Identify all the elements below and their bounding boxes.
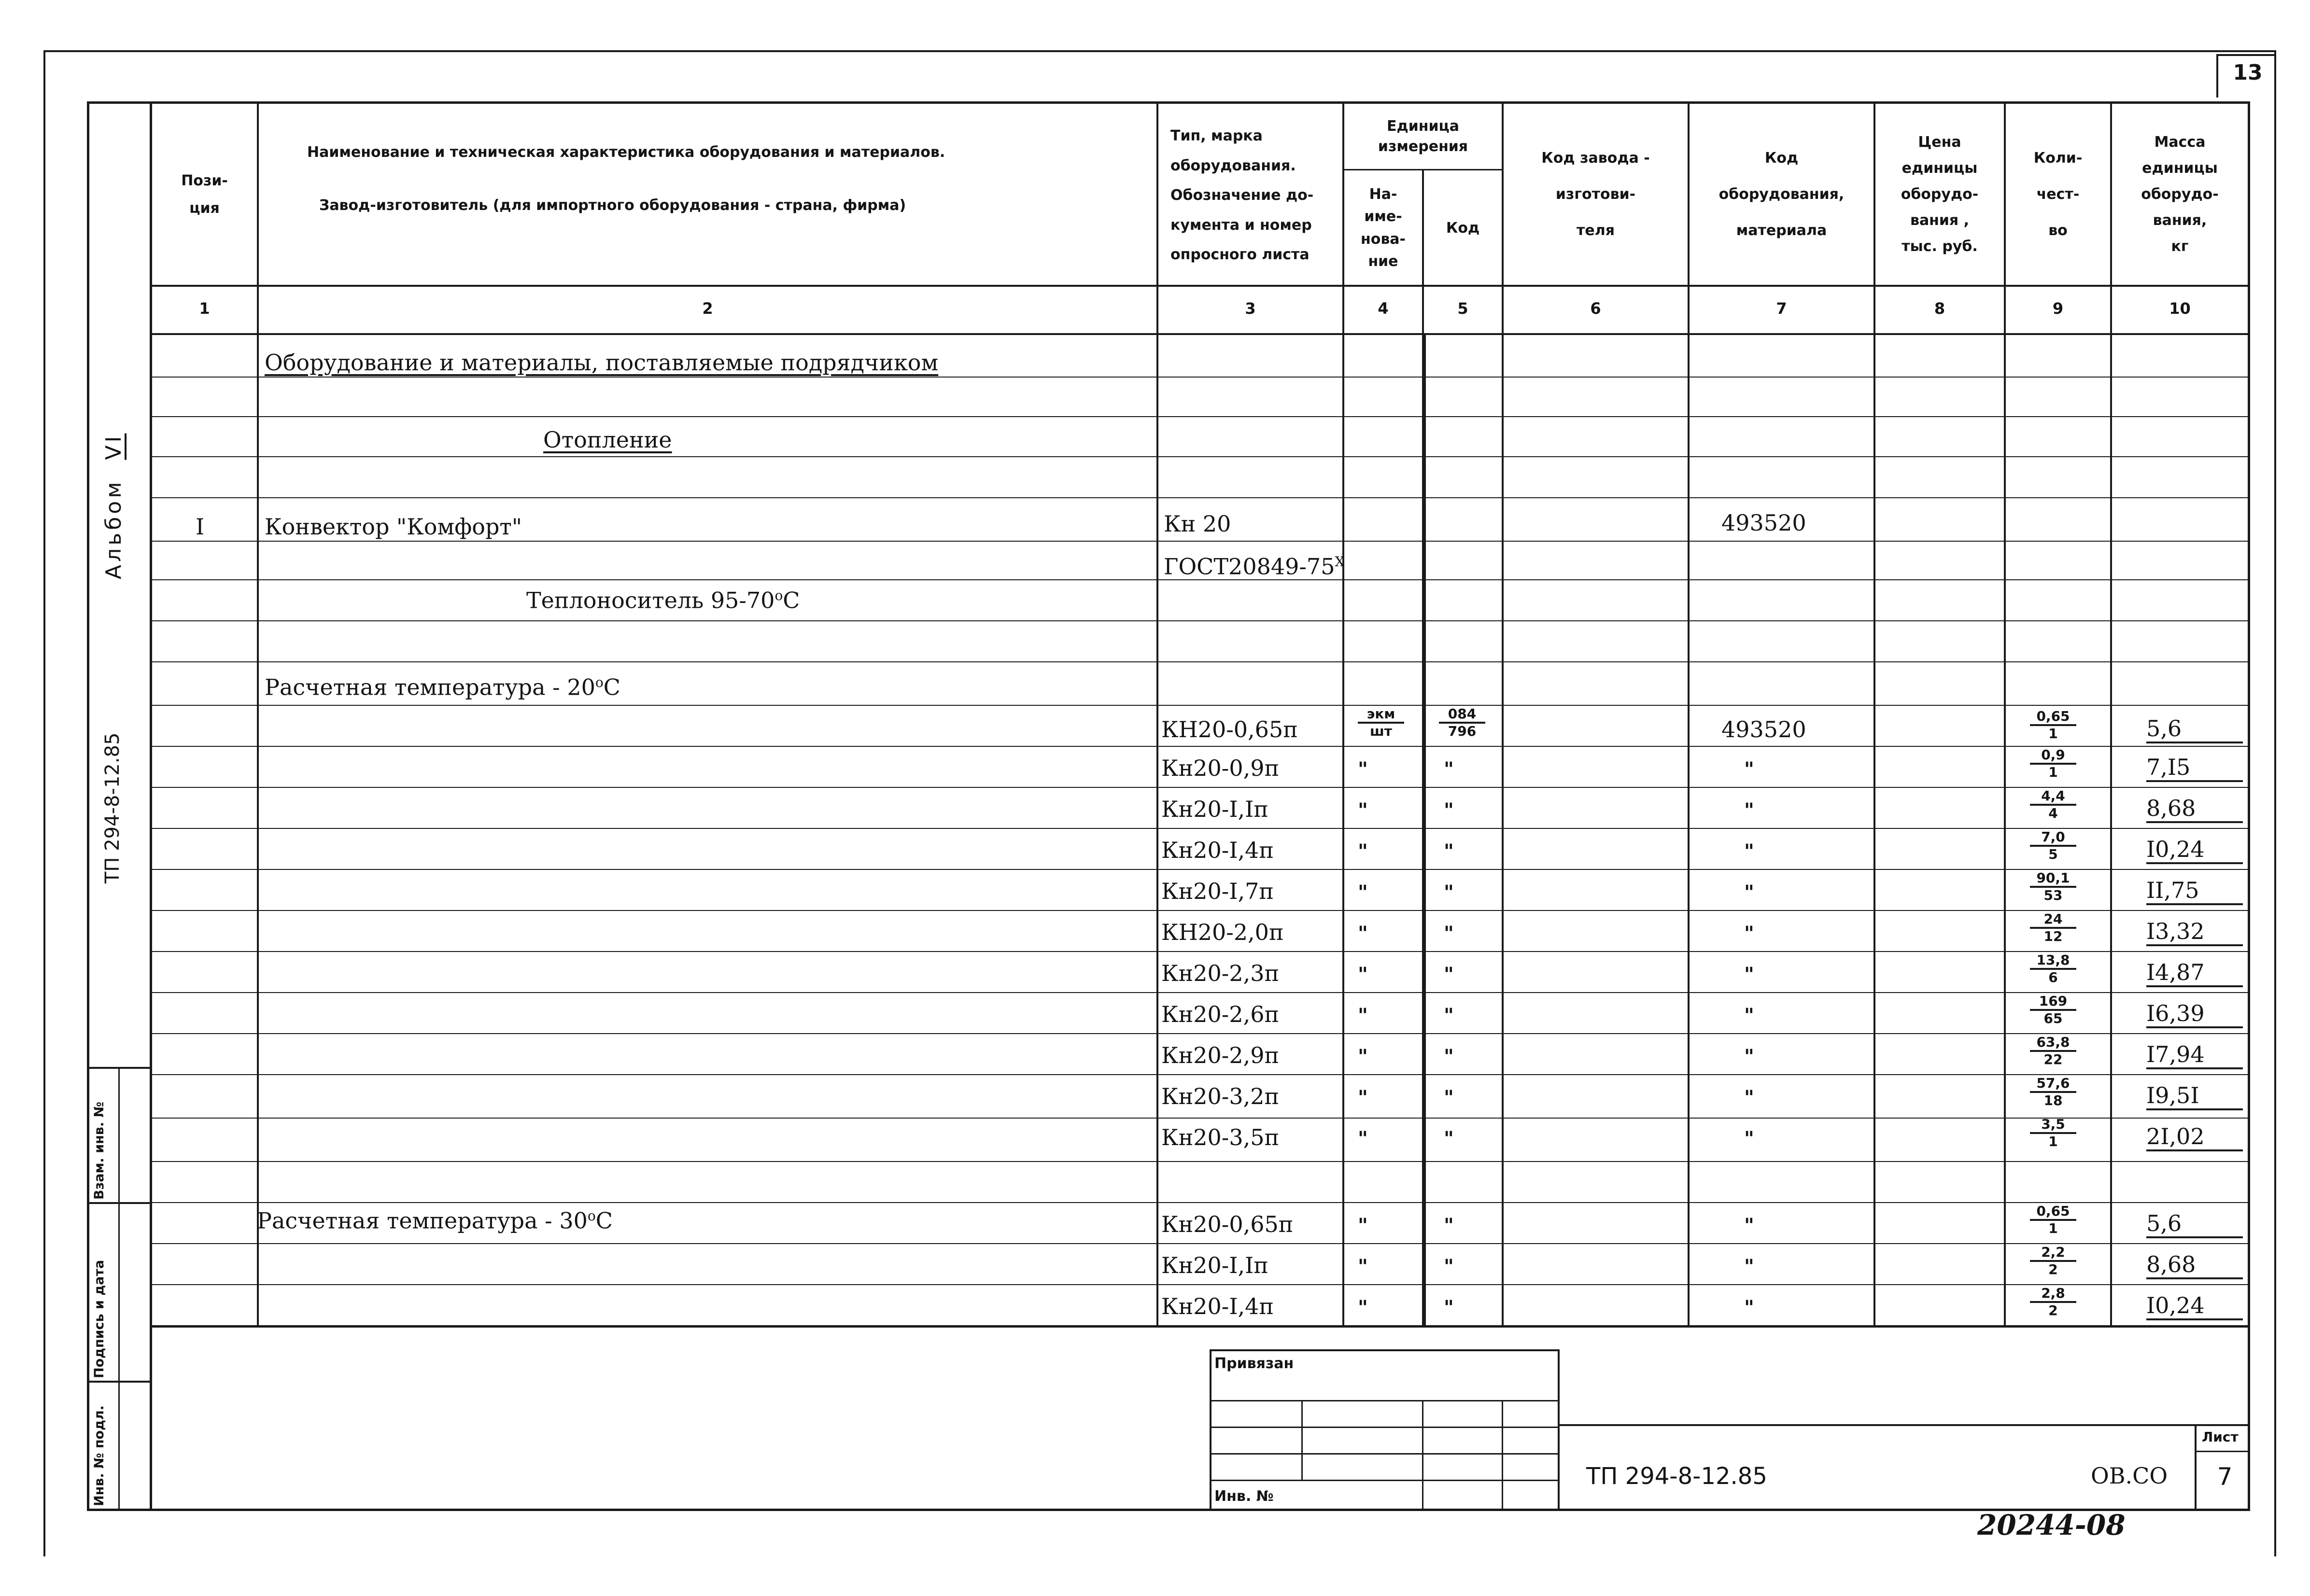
row-type: Кн20-3,2п [1161, 1083, 1280, 1109]
row-quantity-numerator: 90,1 [2030, 871, 2076, 888]
row-unit-name-ditto: " [1358, 881, 1368, 904]
row-quantity-fraction [2024, 912, 2082, 943]
row-quantity-denominator: 2 [2048, 1261, 2058, 1277]
row-unit-code-ditto: " [1444, 1045, 1454, 1068]
row-equipment-code: " [1744, 1255, 1754, 1278]
row-quantity-fraction [2024, 1118, 2082, 1148]
item-position: I [196, 514, 205, 540]
row-equipment-code: " [1744, 840, 1754, 863]
row-quantity-fraction [2024, 1077, 2082, 1107]
row-type: Кн20-I,4п [1161, 1293, 1274, 1319]
row-quantity-fraction [2024, 710, 2082, 741]
row-unit-code-ditto: " [1444, 840, 1454, 863]
stamp-mark: ОВ.СО [2091, 1463, 2168, 1489]
row-unit-name-ditto: " [1358, 1255, 1368, 1278]
row-unit-name-ditto: " [1358, 1045, 1368, 1068]
row-unit-code-ditto: " [1444, 1296, 1454, 1319]
row-unit-mass: 7,I5 [2146, 756, 2243, 782]
header-unit-code: Код [1446, 220, 1480, 237]
unit-code-fraction: $\frac{084}{796}$ [1433, 707, 1491, 738]
header-quantity: Коли- чест- во [2033, 150, 2083, 239]
header-maker-code: Код завода - изготови- теля [1541, 150, 1650, 239]
row-quantity-numerator: 57,6 [2030, 1077, 2076, 1093]
row-type: Кн20-I,7п [1161, 878, 1274, 904]
col-number-10: 10 [2169, 299, 2191, 318]
col-number-4: 4 [1378, 299, 1389, 318]
row-equipment-code: 493520 [1721, 716, 1806, 742]
row-quantity-denominator: 53 [2043, 887, 2063, 903]
col-number-3: 3 [1245, 299, 1256, 318]
stamp-doc-code: ТП 294-8-12.85 [1586, 1463, 1767, 1490]
row-quantity-denominator: 22 [2043, 1051, 2063, 1067]
row-quantity-denominator: 18 [2043, 1092, 2063, 1108]
row-type: Кн20-I,Iп [1161, 1252, 1268, 1278]
row-unit-name-ditto: " [1358, 1004, 1368, 1027]
row-equipment-code: " [1744, 1127, 1754, 1150]
row-quantity-fraction [2024, 1036, 2082, 1066]
row-unit-mass: I6,39 [2146, 1002, 2243, 1028]
handwritten-stamp-number: 20244-08 [1977, 1509, 2126, 1541]
section-main-title: Оборудование и материалы, поставляемые подрядчиком [265, 350, 939, 376]
row-type: Кн20-0,65п [1161, 1211, 1294, 1237]
row-type: Кн20-0,9п [1161, 755, 1280, 781]
row-quantity-numerator: 169 [2030, 994, 2076, 1011]
col-number-6: 6 [1590, 299, 1601, 318]
row-type: Кн20-2,6п [1161, 1001, 1280, 1027]
row-quantity-denominator: 12 [2043, 928, 2063, 944]
row-quantity-numerator: 24 [2030, 912, 2076, 929]
col-number-9: 9 [2052, 299, 2064, 318]
row-unit-mass: II,75 [2146, 879, 2243, 905]
row-unit-mass: 8,68 [2146, 797, 2243, 823]
row-unit-code-ditto: " [1444, 922, 1454, 945]
row-unit-mass: 5,6 [2146, 717, 2243, 743]
row-quantity-numerator: 2,2 [2030, 1246, 2076, 1262]
item-gost: $ГОСТ20849-75^Х$ [1164, 553, 1345, 580]
row-type: Кн20-3,5п [1161, 1124, 1280, 1150]
stamp-field-original: Инв. № подл. [92, 1405, 107, 1506]
row-equipment-code: " [1744, 963, 1754, 986]
col-number-2: 2 [702, 299, 713, 318]
row-quantity-numerator: 2,8 [2030, 1287, 2076, 1303]
row-unit-code-ditto: " [1444, 758, 1454, 781]
col-number-7: 7 [1776, 299, 1787, 318]
coolant-line: Теплоноситель $95-70^оС$ [526, 587, 800, 614]
row-quantity-fraction [2024, 1204, 2082, 1235]
row-type: Кн20-2,3п [1161, 960, 1280, 986]
header-unit-name: На- име- нова- ние [1360, 185, 1406, 270]
row-unit-name-ditto: " [1358, 1086, 1368, 1109]
row-unit-mass: 8,68 [2146, 1253, 2243, 1279]
stamp-sheet-number: 7 [2217, 1463, 2233, 1491]
row-unit-code-ditto: " [1444, 1255, 1454, 1278]
row-quantity-denominator: 65 [2043, 1010, 2063, 1026]
row-quantity-numerator: 0,9 [2030, 748, 2076, 765]
row-unit-code-ditto: " [1444, 1127, 1454, 1150]
row-quantity-denominator: 1 [2048, 1220, 2058, 1236]
item-name: Конвектор "Комфорт" [265, 514, 522, 540]
header-equipment-code: Код оборудования, материала [1718, 150, 1845, 239]
row-equipment-code: " [1744, 922, 1754, 945]
row-quantity-numerator: 0,65 [2030, 710, 2076, 726]
row-equipment-code: " [1744, 799, 1754, 822]
row-unit-code-ditto: " [1444, 1214, 1454, 1237]
row-quantity-fraction [2024, 953, 2082, 984]
row-unit-mass: 2I,02 [2146, 1125, 2243, 1151]
header-type: Тип, марка оборудования. Обозначение до- кумента и номер опросного листа [1170, 127, 1314, 264]
item-code: 493520 [1721, 510, 1806, 536]
row-unit-code-ditto: " [1444, 1086, 1454, 1109]
col-number-5: 5 [1457, 299, 1468, 318]
row-quantity-denominator: 1 [2048, 726, 2058, 742]
row-equipment-code: " [1744, 1004, 1754, 1027]
stamp-sheet-label: Лист [2202, 1429, 2239, 1445]
row-unit-mass: I3,32 [2146, 920, 2243, 946]
row-unit-mass: I9,5I [2146, 1084, 2243, 1110]
row-quantity-numerator: 3,5 [2030, 1118, 2076, 1134]
stamp-bound-label: Привязан [1214, 1355, 1294, 1372]
row-quantity-fraction [2024, 830, 2082, 861]
row-type: Кн20-I,Iп [1161, 796, 1268, 822]
row-quantity-numerator: 63,8 [2030, 1036, 2076, 1052]
row-type: КН20-0,65п [1161, 716, 1298, 742]
row-unit-name-ditto: " [1358, 799, 1368, 822]
row-unit-mass: I0,24 [2146, 1294, 2243, 1320]
row-unit-mass: I7,94 [2146, 1043, 2243, 1069]
row-unit-name-ditto: " [1358, 922, 1368, 945]
row-unit-name-ditto: " [1358, 1127, 1368, 1150]
header-unit-group: Единица измерения [1378, 117, 1468, 155]
row-quantity-fraction [2024, 1246, 2082, 1276]
stamp-field-signature: Подпись и дата [92, 1260, 107, 1378]
row-quantity-numerator: 7,0 [2030, 830, 2076, 847]
row-quantity-numerator: 0,65 [2030, 1204, 2076, 1221]
row-quantity-denominator: 1 [2048, 764, 2058, 780]
stamp-inv-label: Инв. № [1214, 1488, 1274, 1505]
section-heating: Отопление [543, 427, 672, 453]
row-equipment-code: " [1744, 1045, 1754, 1068]
row-quantity-fraction [2024, 789, 2082, 820]
row-unit-mass: I4,87 [2146, 961, 2243, 987]
row-unit-mass: 5,6 [2146, 1212, 2243, 1238]
album-label: Альбом VI [101, 433, 126, 579]
temp20-heading: Расчетная температура - $20^оС$ [265, 674, 620, 700]
row-quantity-denominator: 2 [2048, 1302, 2058, 1318]
unit-name-fraction: экм шт [1352, 707, 1410, 738]
row-unit-name-ditto: " [1358, 758, 1368, 781]
col-number-1: 1 [199, 299, 210, 318]
row-quantity-denominator: 6 [2048, 969, 2058, 985]
row-equipment-code: " [1744, 1296, 1754, 1319]
side-project-code: ТП 294-8-12.85 [101, 732, 124, 883]
row-quantity-numerator: 4,4 [2030, 789, 2076, 806]
row-unit-code-ditto: " [1444, 881, 1454, 904]
header-position: Пози- ция [181, 172, 228, 217]
row-equipment-code: " [1744, 758, 1754, 781]
row-unit-code-ditto: " [1444, 963, 1454, 986]
row-quantity-denominator: 5 [2048, 846, 2058, 862]
row-type: Кн20-2,9п [1161, 1042, 1280, 1068]
col-number-8: 8 [1934, 299, 1945, 318]
sheet-corner-number: 13 [2233, 60, 2263, 85]
row-unit-code-ditto: " [1444, 799, 1454, 822]
row-unit-name-ditto: " [1358, 840, 1368, 863]
row-equipment-code: " [1744, 1086, 1754, 1109]
item-type: Кн 20 [1164, 511, 1231, 537]
row-equipment-code: " [1744, 1214, 1754, 1237]
row-quantity-fraction [2024, 1287, 2082, 1317]
row-quantity-denominator: 1 [2048, 1134, 2058, 1149]
stamp-field-replacement: Взам. инв. № [92, 1101, 107, 1200]
row-quantity-fraction [2024, 748, 2082, 779]
row-quantity-fraction [2024, 871, 2082, 902]
temp30-heading: Расчетная температура - $30^оС$ [257, 1207, 613, 1234]
header-name-line1: Наименование и техническая характеристика оборудования и материалов. [307, 143, 945, 161]
row-type: Кн20-I,4п [1161, 837, 1274, 863]
row-quantity-fraction [2024, 994, 2082, 1025]
row-quantity-denominator: 4 [2048, 805, 2058, 821]
header-unit-mass: Масса единицы оборудо- вания, кг [2141, 133, 2219, 255]
row-unit-name-ditto: " [1358, 963, 1368, 986]
row-equipment-code: " [1744, 881, 1754, 904]
row-unit-name-ditto: " [1358, 1296, 1368, 1319]
row-type: КН20-2,0п [1161, 919, 1284, 945]
row-unit-code-ditto: " [1444, 1004, 1454, 1027]
row-unit-name-ditto: " [1358, 1214, 1368, 1237]
header-name-line2: Завод-изготовитель (для импортного оборудования - страна, фирма) [319, 196, 906, 214]
row-quantity-numerator: 13,8 [2030, 953, 2076, 970]
header-unit-price: Цена единицы оборудо- вания , тыс. руб. [1901, 133, 1979, 255]
row-unit-mass: I0,24 [2146, 838, 2243, 864]
